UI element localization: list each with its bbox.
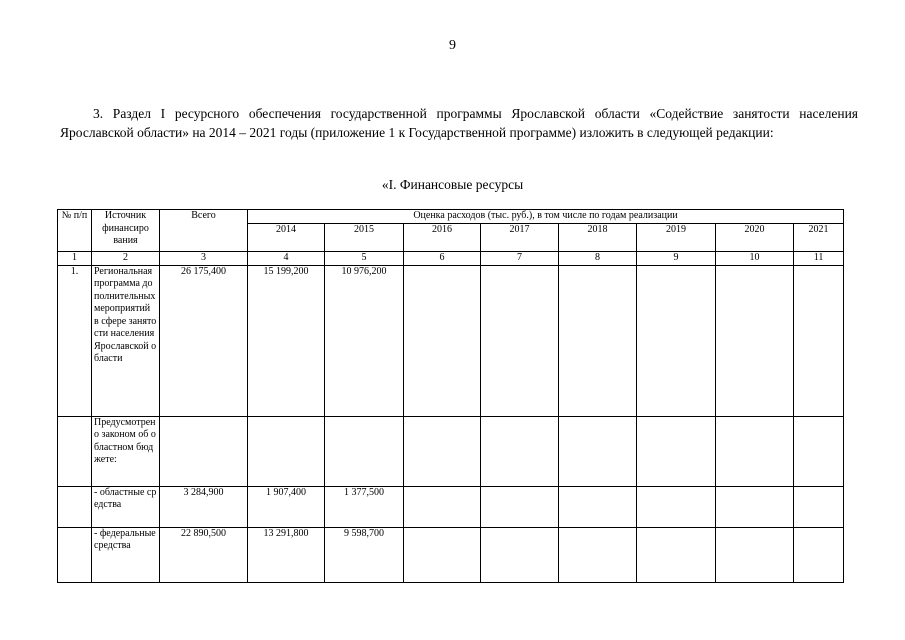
row-year-value xyxy=(794,486,844,527)
row-year-value xyxy=(559,527,637,582)
header-year: 2018 xyxy=(559,224,637,252)
row-year-value xyxy=(481,265,559,416)
column-number: 6 xyxy=(404,252,481,266)
row-year-value: 10 976,200 xyxy=(325,265,404,416)
header-year: 2017 xyxy=(481,224,559,252)
financial-resources-table xyxy=(57,209,844,583)
column-number: 11 xyxy=(794,252,844,266)
row-source: Предусмотрено законом об областном бюджете: xyxy=(92,416,160,486)
column-number: 3 xyxy=(160,252,248,266)
row-year-value xyxy=(559,265,637,416)
page-number: 9 xyxy=(449,38,456,53)
row-year-value xyxy=(637,416,716,486)
row-year-value xyxy=(481,527,559,582)
row-total: 26 175,400 xyxy=(160,265,248,416)
header-num: № п/п xyxy=(58,210,92,252)
row-source: - областные средства xyxy=(92,486,160,527)
row-year-value xyxy=(404,265,481,416)
header-source: Источник финансиро вания xyxy=(92,210,160,252)
row-year-value: 9 598,700 xyxy=(325,527,404,582)
column-number: 1 xyxy=(58,252,92,266)
header-year: 2014 xyxy=(248,224,325,252)
column-number: 5 xyxy=(325,252,404,266)
column-numbers-row xyxy=(58,252,844,266)
column-number: 10 xyxy=(716,252,794,266)
row-total: 22 890,500 xyxy=(160,527,248,582)
row-year-value xyxy=(481,416,559,486)
table-row xyxy=(58,486,844,527)
row-year-value xyxy=(559,416,637,486)
row-source: - федеральные средства xyxy=(92,527,160,582)
table-header-row xyxy=(58,210,844,224)
row-year-value xyxy=(794,265,844,416)
row-num xyxy=(58,416,92,486)
table-row xyxy=(58,265,844,416)
row-year-value: 15 199,200 xyxy=(248,265,325,416)
row-year-value xyxy=(637,527,716,582)
column-number: 2 xyxy=(92,252,160,266)
column-number: 8 xyxy=(559,252,637,266)
row-year-value xyxy=(716,416,794,486)
row-num xyxy=(58,527,92,582)
row-total xyxy=(160,416,248,486)
row-year-value xyxy=(716,265,794,416)
row-num: 1. xyxy=(58,265,92,416)
table-row xyxy=(58,416,844,486)
section-title: «I. Финансовые ресурсы xyxy=(381,177,524,192)
row-year-value xyxy=(559,486,637,527)
row-year-value xyxy=(794,416,844,486)
amendment-paragraph: 3. Раздел I ресурсного обеспечения государственной программы Ярославской области «Содействие занятости населения Ярославской области» на 2014 – 2021 годы (приложение 1 к Государственной программе) изложить в следующей редакции: xyxy=(60,106,858,140)
header-year: 2020 xyxy=(716,224,794,252)
header-year: 2021 xyxy=(794,224,844,252)
row-num xyxy=(58,486,92,527)
row-year-value xyxy=(716,527,794,582)
row-year-value xyxy=(404,416,481,486)
column-number: 4 xyxy=(248,252,325,266)
row-year-value xyxy=(481,486,559,527)
row-year-value xyxy=(637,265,716,416)
header-estimate: Оценка расходов (тыс. руб.), в том числе по годам реализации xyxy=(248,210,844,224)
row-year-value: 13 291,800 xyxy=(248,527,325,582)
table-row xyxy=(58,527,844,582)
row-year-value xyxy=(404,486,481,527)
column-number: 9 xyxy=(637,252,716,266)
header-year: 2015 xyxy=(325,224,404,252)
row-year-value: 1 907,400 xyxy=(248,486,325,527)
row-year-value: 1 377,500 xyxy=(325,486,404,527)
row-year-value xyxy=(716,486,794,527)
row-year-value xyxy=(794,527,844,582)
row-source: Региональная программа дополнительных мероприятий в сфере занятости населения Ярославской области xyxy=(92,265,160,416)
row-year-value xyxy=(248,416,325,486)
header-total: Всего xyxy=(160,210,248,252)
row-year-value xyxy=(404,527,481,582)
row-total: 3 284,900 xyxy=(160,486,248,527)
column-number: 7 xyxy=(481,252,559,266)
header-year: 2016 xyxy=(404,224,481,252)
row-year-value xyxy=(325,416,404,486)
row-year-value xyxy=(637,486,716,527)
header-year: 2019 xyxy=(637,224,716,252)
